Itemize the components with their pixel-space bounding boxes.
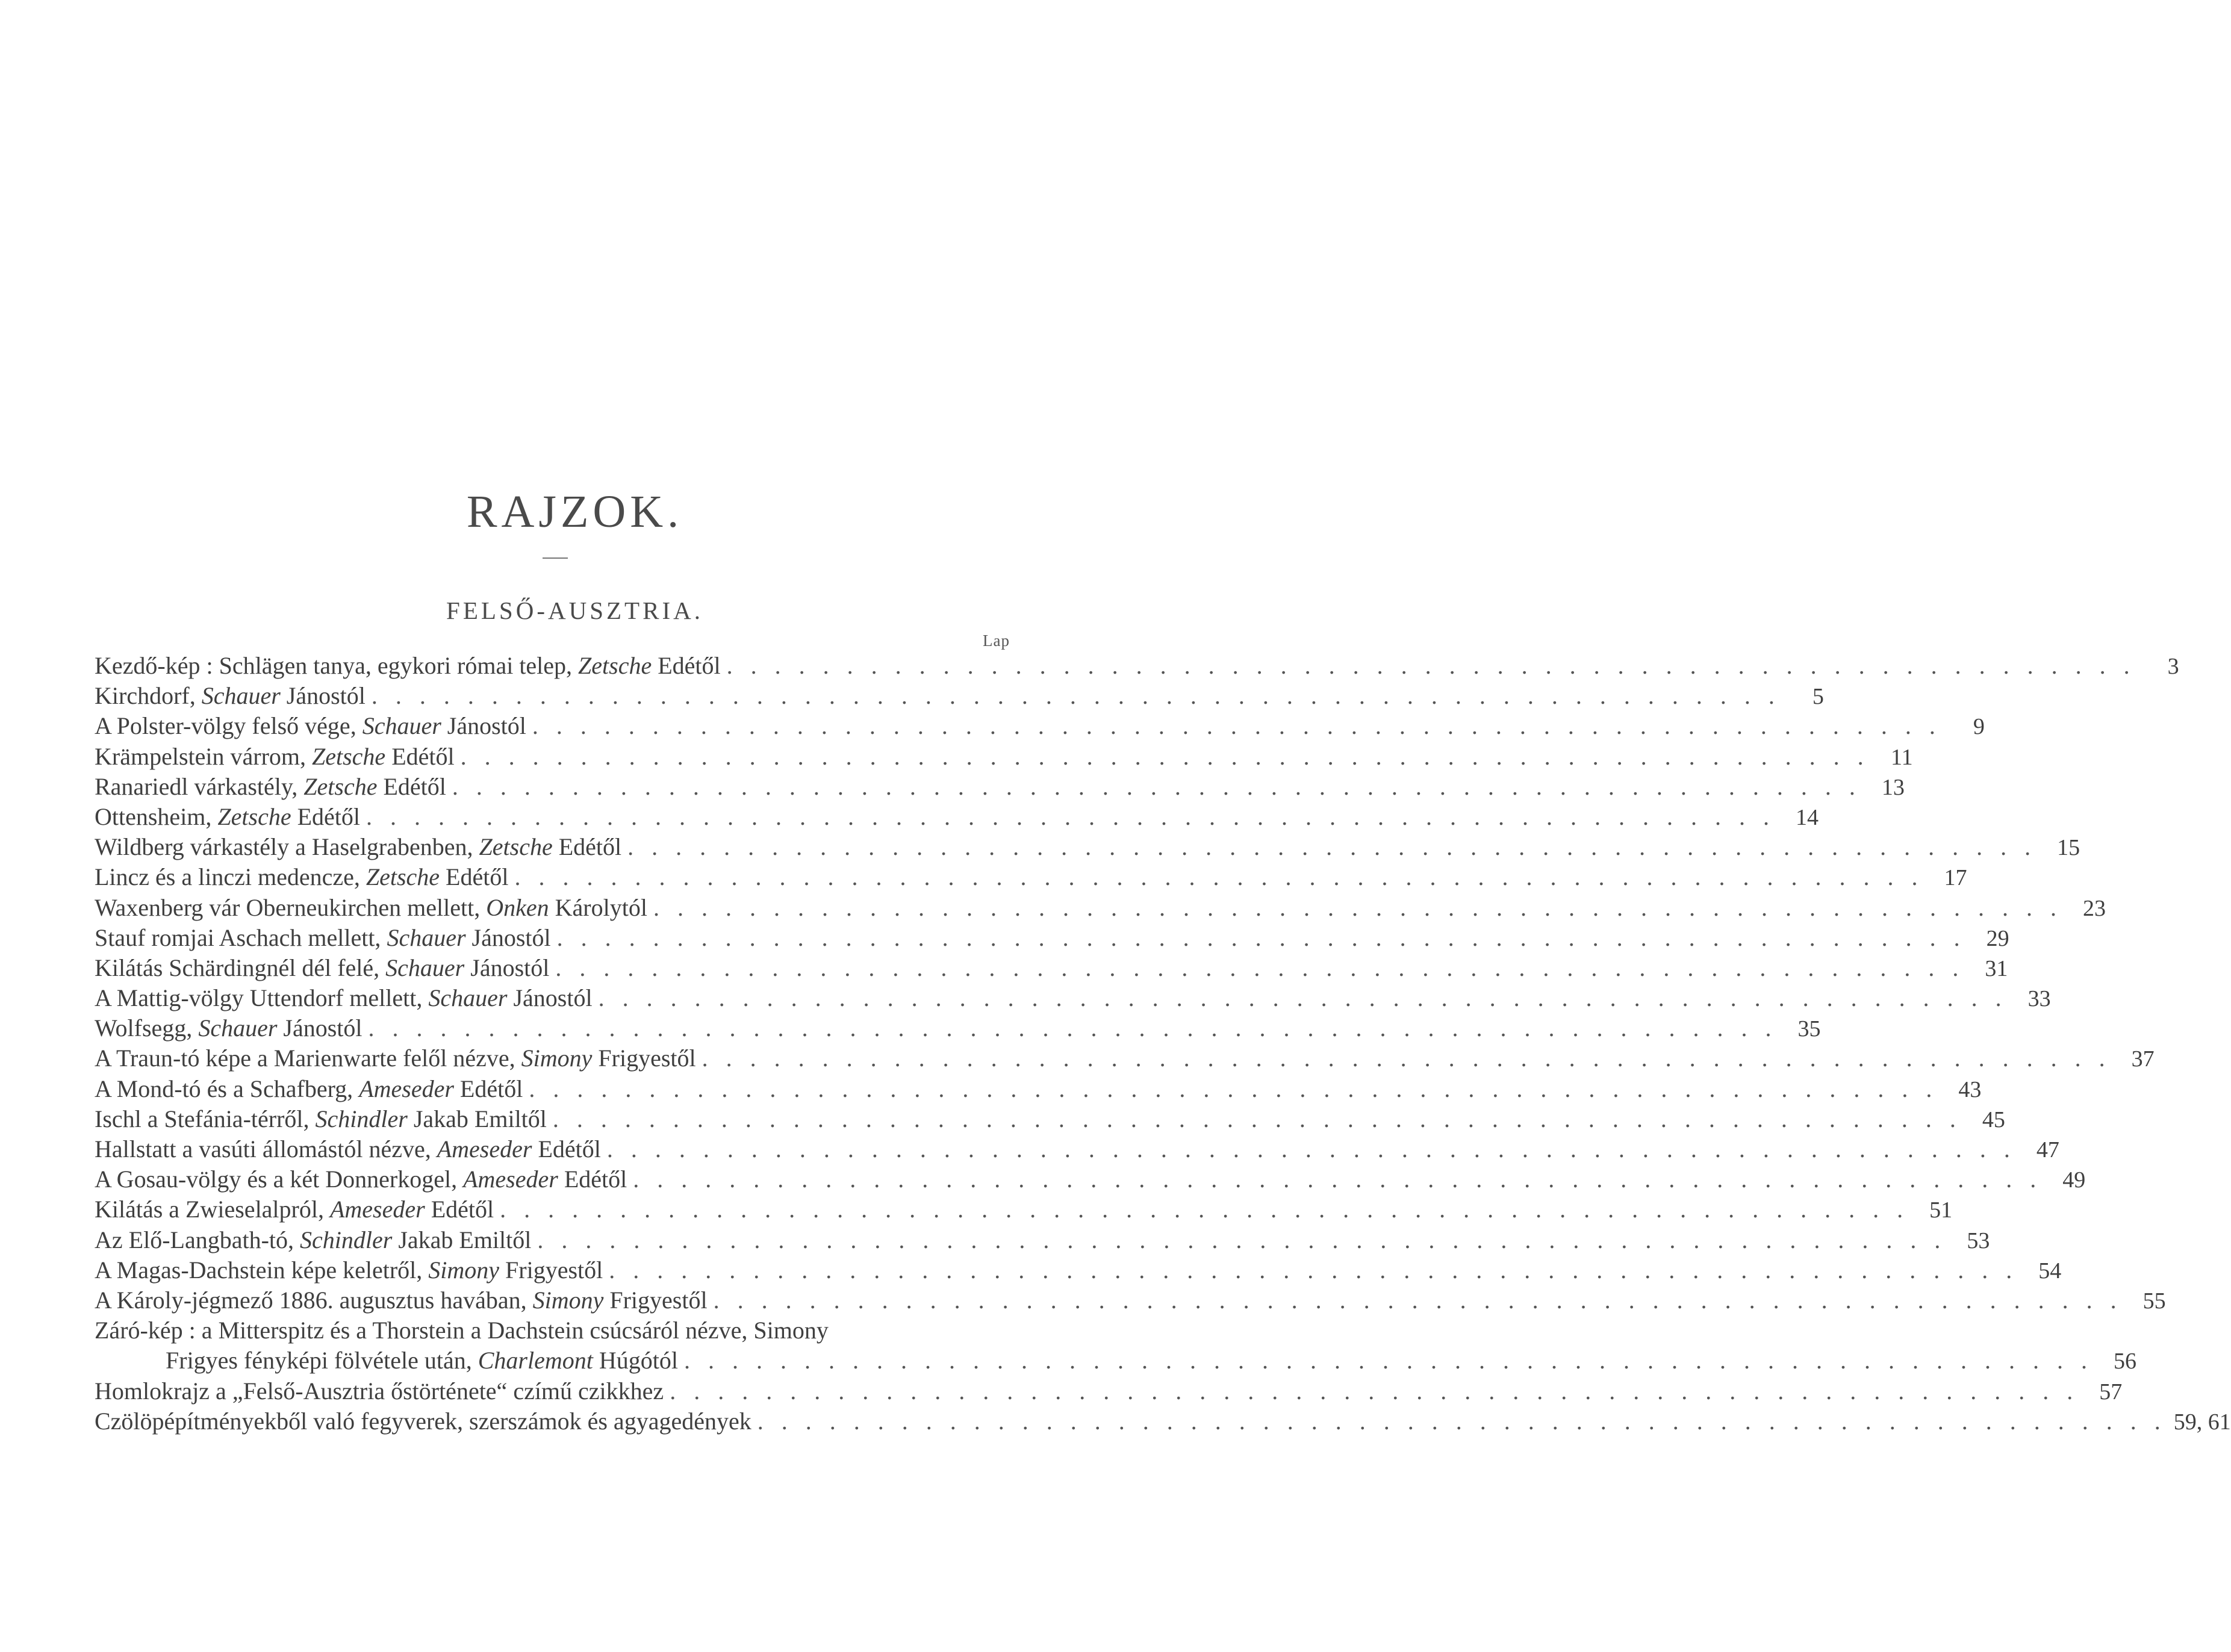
dot-leader: . . . . . . . . . . . . . . . . . . . . . . . . . . . . . . . . . . . . . . . . . . . . . . . . . . . . . . . . . . . xyxy=(627,833,2037,861)
dot-leader: . . . . . . . . . . . . . . . . . . . . . . . . . . . . . . . . . . . . . . . . . . . . . . . . . . . . . . . . . . . xyxy=(452,772,1861,800)
artist-name: Zetsche xyxy=(303,772,378,800)
entry-title-text: Hallstatt a vasúti állomástól nézve, xyxy=(95,1135,437,1163)
entry-title-text: Krämpelstein várrom, xyxy=(95,742,312,770)
artist-given-name: Edétől xyxy=(291,803,361,830)
artist-given-name: Jánostól xyxy=(465,924,551,951)
entry-title xyxy=(95,1134,601,1164)
dot-leader: . . . . . . . . . . . . . . . . . . . . . . . . . . . . . . . . . . . . . . . . . . . . . . . . . . . . . . . . . . . xyxy=(609,1256,2018,1284)
artist-name: Schindler xyxy=(300,1226,393,1253)
toc-entry-row xyxy=(95,893,2106,924)
artist-given-name: Frigyestől xyxy=(499,1256,603,1284)
page-number: 47 xyxy=(2036,1137,2059,1163)
artist-name: Schauer xyxy=(385,954,465,981)
artist-given-name: Edétől xyxy=(532,1135,601,1163)
artist-given-name: Edétől xyxy=(377,772,446,800)
page-number: 51 xyxy=(1929,1197,1953,1223)
entry-title xyxy=(95,862,508,892)
artist-name: Ameseder xyxy=(359,1075,454,1102)
list-item xyxy=(95,802,1819,832)
entry-title-text: A Mattig-völgy Uttendorf mellett, xyxy=(95,984,429,1012)
page-number: 33 xyxy=(2027,986,2051,1012)
toc-entry-row xyxy=(95,983,2051,1014)
entry-title xyxy=(95,1285,708,1315)
entry-title-text: Ranariedl várkastély, xyxy=(95,772,304,800)
dot-leader: . . . . . . . . . . . . . . . . . . . . . . . . . . . . . . . . . . . . . . . . . . . . . . . . . . . . . . . . . . . xyxy=(683,1347,2093,1374)
artist-name: Onken xyxy=(486,893,549,921)
entry-title-text: Az Elő-Langbath-tó, xyxy=(95,1226,300,1253)
list-item xyxy=(95,832,2080,862)
list-item xyxy=(95,953,2008,983)
toc-entry-row xyxy=(95,832,2080,863)
section-title: FELSŐ-AUSZTRIA. xyxy=(446,597,703,624)
artist-name: Zetsche xyxy=(479,833,553,861)
dot-leader: . . . . . . . . . . . . . . . . . . . . . . . . . . . . . . . . . . . . . . . . . . . . . . . . . . . . . . . . . . . xyxy=(556,924,1966,951)
artist-given-name: Károlytól xyxy=(549,893,647,921)
table-of-contents xyxy=(95,651,2231,1436)
artist-name: Schauer xyxy=(387,924,466,951)
artist-name: Schauer xyxy=(428,984,508,1012)
entry-title-text: Kirchdorf, xyxy=(95,682,202,710)
artist-given-name: Húgótól xyxy=(593,1347,678,1374)
list-item xyxy=(95,1134,2059,1164)
toc-entry-row xyxy=(95,923,2009,954)
entry-title xyxy=(95,1043,696,1073)
artist-given-name: Edétől xyxy=(558,1166,627,1193)
list-item xyxy=(95,1376,2123,1406)
dot-leader: . . . . . . . . . . . . . . . . . . . . . . . . . . . . . . . . . . . . . . . . . . . . . . . . . . . . . . . . . . . xyxy=(537,1226,1947,1253)
page-number: 57 xyxy=(2099,1379,2123,1405)
page-number: 59, 61 xyxy=(2173,1409,2231,1435)
entry-title-text: A Mond-tó és a Schafberg, xyxy=(95,1075,359,1102)
page-number: 56 xyxy=(2113,1349,2136,1374)
toc-entry-row xyxy=(95,681,1824,712)
page-number: 54 xyxy=(2038,1258,2062,1284)
dot-leader: . . . . . . . . . . . . . . . . . . . . . . . . . . . . . . . . . . . . . . . . . . . . . . . . . . . . . . . . . . . xyxy=(514,863,1924,891)
toc-entry-row xyxy=(95,772,1905,803)
dot-leader: . . . . . . . . . . . . . . . . . . . . . . . . . . . . . . . . . . . . . . . . . . . . . . . . . . . . . . . . . . . xyxy=(552,1105,1962,1132)
entry-title xyxy=(95,651,721,681)
toc-entry-row xyxy=(95,1315,1019,1346)
page-number: 15 xyxy=(2057,835,2080,861)
toc-entry-row xyxy=(95,1285,2166,1316)
dot-leader: . . . . . . . . . . . . . . . . . . . . . . . . . . . . . . . . . . . . . . . . . . . . . . . . . . . . . . . . . . . xyxy=(633,1166,2043,1193)
entry-title-text: Lincz és a linczi medencze, xyxy=(95,863,366,891)
toc-entry-row xyxy=(95,1225,1990,1256)
page-number: 55 xyxy=(2142,1288,2166,1314)
page-number: 3 xyxy=(2167,654,2179,679)
entry-title xyxy=(95,1104,547,1134)
artist-given-name: Edétől xyxy=(440,863,509,891)
artist-given-name: Edétől xyxy=(552,833,622,861)
artist-given-name: Frigyestől xyxy=(592,1045,696,1072)
artist-name: Zetsche xyxy=(217,803,291,830)
list-item xyxy=(95,1164,2086,1194)
list-item xyxy=(95,1225,1990,1255)
list-item xyxy=(95,1013,1821,1043)
entry-title-text: Wolfsegg, xyxy=(95,1014,199,1042)
entry-title xyxy=(95,1376,664,1406)
list-item xyxy=(95,772,1905,802)
list-item xyxy=(95,1285,2166,1315)
toc-entry-row xyxy=(95,1074,1982,1105)
page-number: 35 xyxy=(1797,1016,1821,1042)
entry-title xyxy=(95,1225,531,1255)
entry-title xyxy=(95,772,446,802)
artist-given-name: Edétől xyxy=(453,1075,523,1102)
entry-title xyxy=(95,1164,627,1194)
page-heading: RAJZOK. xyxy=(466,486,683,537)
entry-title xyxy=(95,802,360,832)
dot-leader: . . . . . . . . . . . . . . . . . . . . . . . . . . . . . . . . . . . . . . . . . . . . . . . . . . . . . . . . . . . xyxy=(532,712,1941,740)
page-number: 23 xyxy=(2082,895,2106,921)
artist-name: Simony xyxy=(428,1256,500,1284)
page-number: 49 xyxy=(2062,1167,2086,1193)
toc-entry-row xyxy=(95,1013,1821,1044)
toc-entry-row xyxy=(95,1194,1953,1225)
entry-title xyxy=(95,681,366,711)
page-number: 31 xyxy=(1985,955,2008,981)
dot-leader: . . . . . . . . . . . . . . . . . . . . . . . . . . . . . . . . . . . . . . . . . . . . . . . . . . . . . . . . . . . xyxy=(598,984,2008,1012)
dot-leader: . . . . . . . . . . . . . . . . . . . . . . . . . . . . . . . . . . . . . . . . . . . . . . . . . . . . . . . . . . . xyxy=(653,893,2062,921)
page-number: 14 xyxy=(1796,804,1819,830)
page-number: 43 xyxy=(1958,1076,1982,1102)
list-item xyxy=(95,983,2051,1013)
entry-title-text: Kezdő-kép : Schlägen tanya, egykori római telep, xyxy=(95,652,579,679)
artist-given-name: Edétől xyxy=(385,742,455,770)
artist-name: Charlemont xyxy=(478,1347,593,1374)
dot-leader: . . . . . . . . . . . . . . . . . . . . . . . . . . . . . . . . . . . . . . . . . . . . . . . . . . . . . . . . . . . xyxy=(555,954,1965,981)
toc-entry-row xyxy=(95,862,1967,893)
entry-title xyxy=(166,1346,678,1376)
artist-given-name: Jánostól xyxy=(507,984,593,1012)
artist-given-name: Frigyestől xyxy=(603,1286,708,1314)
entry-title-text: A Károly-jégmező 1886. augusztus havában, xyxy=(95,1286,533,1314)
artist-given-name: Jánostól xyxy=(277,1014,362,1042)
entry-title-text: Czölöpépítményekből való fegyverek, szerszámok és agyagedények xyxy=(95,1407,751,1435)
entry-title xyxy=(95,742,455,772)
list-item xyxy=(95,923,2009,953)
toc-entry-row xyxy=(95,1134,2059,1165)
list-item xyxy=(95,1194,1953,1225)
artist-name: Ameseder xyxy=(329,1196,425,1223)
artist-given-name: Edétől xyxy=(425,1196,494,1223)
toc-entry-row xyxy=(95,802,1819,833)
entry-title-text: Wildberg várkastély a Haselgrabenben, xyxy=(95,833,479,861)
entry-title-text: Záró-kép : a Mitterspitz és a Thorstein a Dachstein csúcsáról nézve, Simony xyxy=(95,1317,829,1344)
page-number: 5 xyxy=(1812,684,1824,710)
dot-leader: . . . . . . . . . . . . . . . . . . . . . . . . . . . . . . . . . . . . . . . . . . . . . . . . . . . . . . . . . . . xyxy=(500,1196,1909,1223)
artist-name: Simony xyxy=(521,1045,593,1072)
toc-entry-row xyxy=(95,1104,2005,1135)
toc-entry-row xyxy=(95,1255,2062,1286)
toc-entry-row xyxy=(95,1043,2155,1074)
dot-leader: . . . . . . . . . . . . . . . . . . . . . . . . . . . . . . . . . . . . . . . . . . . . . . . . . . . . . . . . . . . xyxy=(606,1135,2016,1163)
list-item xyxy=(95,1406,2231,1436)
page-number: 53 xyxy=(1967,1228,1990,1253)
entry-title xyxy=(95,923,551,953)
list-item xyxy=(95,1255,2062,1285)
entry-title-text: Ottensheim, xyxy=(95,803,218,830)
artist-given-name: Jánostól xyxy=(464,954,550,981)
list-item xyxy=(95,1104,2005,1134)
dot-leader: . . . . . . . . . . . . . . . . . . . . . . . . . . . . . . . . . . . . . . . . . . . . . . . . . . . . . . . . . . . xyxy=(726,652,2136,679)
entry-title xyxy=(95,711,526,741)
list-item-continuation xyxy=(95,1346,2136,1376)
toc-entry-row xyxy=(95,1164,2086,1195)
entry-title-text: Stauf romjai Aschach mellett, xyxy=(95,924,387,951)
entry-title-text: A Polster-völgy felső vége, xyxy=(95,712,362,740)
artist-given-name: Jakab Emiltől xyxy=(392,1226,532,1253)
list-item xyxy=(95,862,1967,892)
entry-title-text: Homlokrajz a „Felső-Ausztria őstörténete“ czímű czikkhez xyxy=(95,1377,664,1405)
artist-name: Ameseder xyxy=(463,1166,558,1193)
entry-title xyxy=(95,1255,603,1285)
entry-title xyxy=(95,1013,362,1043)
entry-title xyxy=(95,1194,494,1225)
artist-name: Zetsche xyxy=(366,863,440,891)
entry-title-text: Kilátás Schärdingnél dél felé, xyxy=(95,954,386,981)
list-item xyxy=(95,742,1913,772)
entry-title xyxy=(95,953,549,983)
artist-name: Schindler xyxy=(315,1105,408,1132)
entry-title-text: Frigyes fényképi fölvétele után, xyxy=(166,1347,478,1374)
dot-leader: . . . . . . . . . . . . . . . . . . . . . . . . . . . . . . . . . . . . . . . . . . . . . . . . . . . . . . . . . . . xyxy=(529,1075,1938,1102)
list-item xyxy=(95,893,2106,923)
artist-given-name: Jánostól xyxy=(280,682,366,710)
list-item xyxy=(95,1074,1982,1104)
toc-entry-row xyxy=(95,1406,2231,1437)
page-number: 37 xyxy=(2131,1046,2155,1072)
toc-entry-row xyxy=(95,1376,2123,1407)
artist-given-name: Jánostól xyxy=(441,712,526,740)
entry-title-text: A Traun-tó képe a Marienwarte felől nézve, xyxy=(95,1045,521,1072)
dot-leader: . . . . . . . . . . . . . . . . . . . . . . . . . . . . . . . . . . . . . . . . . . . . . . . . . . . . . . . . . . . xyxy=(366,803,1776,830)
artist-name: Zetsche xyxy=(312,742,386,770)
artist-name: Schauer xyxy=(198,1014,278,1042)
dot-leader: . . . . . . . . . . . . . . . . . . . . . . . . . . . . . . . . . . . . . . . . . . . . . . . . . . . . . . . . . . . xyxy=(702,1045,2111,1072)
entry-title xyxy=(95,832,621,862)
heading-divider xyxy=(543,557,568,559)
entry-title xyxy=(95,983,593,1013)
artist-given-name: Edétől xyxy=(652,652,721,679)
list-item xyxy=(95,1315,1019,1346)
page-number: 17 xyxy=(1944,865,1967,891)
artist-given-name: Jakab Emiltől xyxy=(407,1105,547,1132)
artist-name: Schauer xyxy=(362,712,441,740)
entry-title-text: Ischl a Stefánia-térről, xyxy=(95,1105,316,1132)
entry-title-text: Kilátás a Zwieselalpról, xyxy=(95,1196,330,1223)
artist-name: Zetsche xyxy=(578,652,652,679)
toc-entry-row xyxy=(95,953,2008,984)
entry-title xyxy=(95,1406,751,1436)
list-item xyxy=(95,681,1824,711)
artist-name: Schauer xyxy=(201,682,281,710)
list-item xyxy=(95,651,2179,681)
artist-name: Simony xyxy=(532,1286,604,1314)
toc-entry-row xyxy=(95,711,1985,742)
list-item xyxy=(95,1043,2155,1073)
dot-leader: . . . . . . . . . . . . . . . . . . . . . . . . . . . . . . . . . . . . . . . . . . . . . . . . . . . . . . . . . . . xyxy=(713,1286,2123,1314)
page-number: 9 xyxy=(1973,714,1985,740)
list-item xyxy=(95,711,1985,741)
dot-leader: . . . . . . . . . . . . . . . . . . . . . . . . . . . . . . . . . . . . . . . . . . . . . . . . . . . . . . . . . . . xyxy=(371,682,1781,710)
artist-name: Ameseder xyxy=(437,1135,532,1163)
dot-leader: . . . . . . . . . . . . . . . . . . . . . . . . . . . . . . . . . . . . . . . . . . . . . . . . . . . . . . . . . . . xyxy=(368,1014,1778,1042)
toc-entry-row xyxy=(95,1346,2136,1376)
page-column-label: Lap xyxy=(983,632,1010,650)
page-number: 45 xyxy=(1982,1107,2005,1132)
toc-entry-row xyxy=(95,651,2179,682)
page-number: 29 xyxy=(1986,925,2009,951)
page-number: 13 xyxy=(1881,774,1905,800)
dot-leader: . . . . . . . . . . . . . . . . . . . . . . . . . . . . . . . . . . . . . . . . . . . . . . . . . . . . . . . . . . . xyxy=(757,1407,2167,1435)
dot-leader: . . . . . . . . . . . . . . . . . . . . . . . . . . . . . . . . . . . . . . . . . . . . . . . . . . . . . . . . . . . xyxy=(670,1377,2079,1405)
dot-leader: . . . . . . . . . . . . . . . . . . . . . . . . . . . . . . . . . . . . . . . . . . . . . . . . . . . . . . . . . . . xyxy=(460,742,1870,770)
entry-title-text: A Gosau-völgy és a két Donnerkogel, xyxy=(95,1166,464,1193)
page-number: 11 xyxy=(1891,744,1913,770)
entry-title-text: A Magas-Dachstein képe keletről, xyxy=(95,1256,429,1284)
entry-title xyxy=(95,1074,523,1104)
entry-title-text: Waxenberg vár Oberneukirchen mellett, xyxy=(95,893,487,921)
entry-title xyxy=(95,893,647,923)
toc-entry-row xyxy=(95,742,1913,772)
